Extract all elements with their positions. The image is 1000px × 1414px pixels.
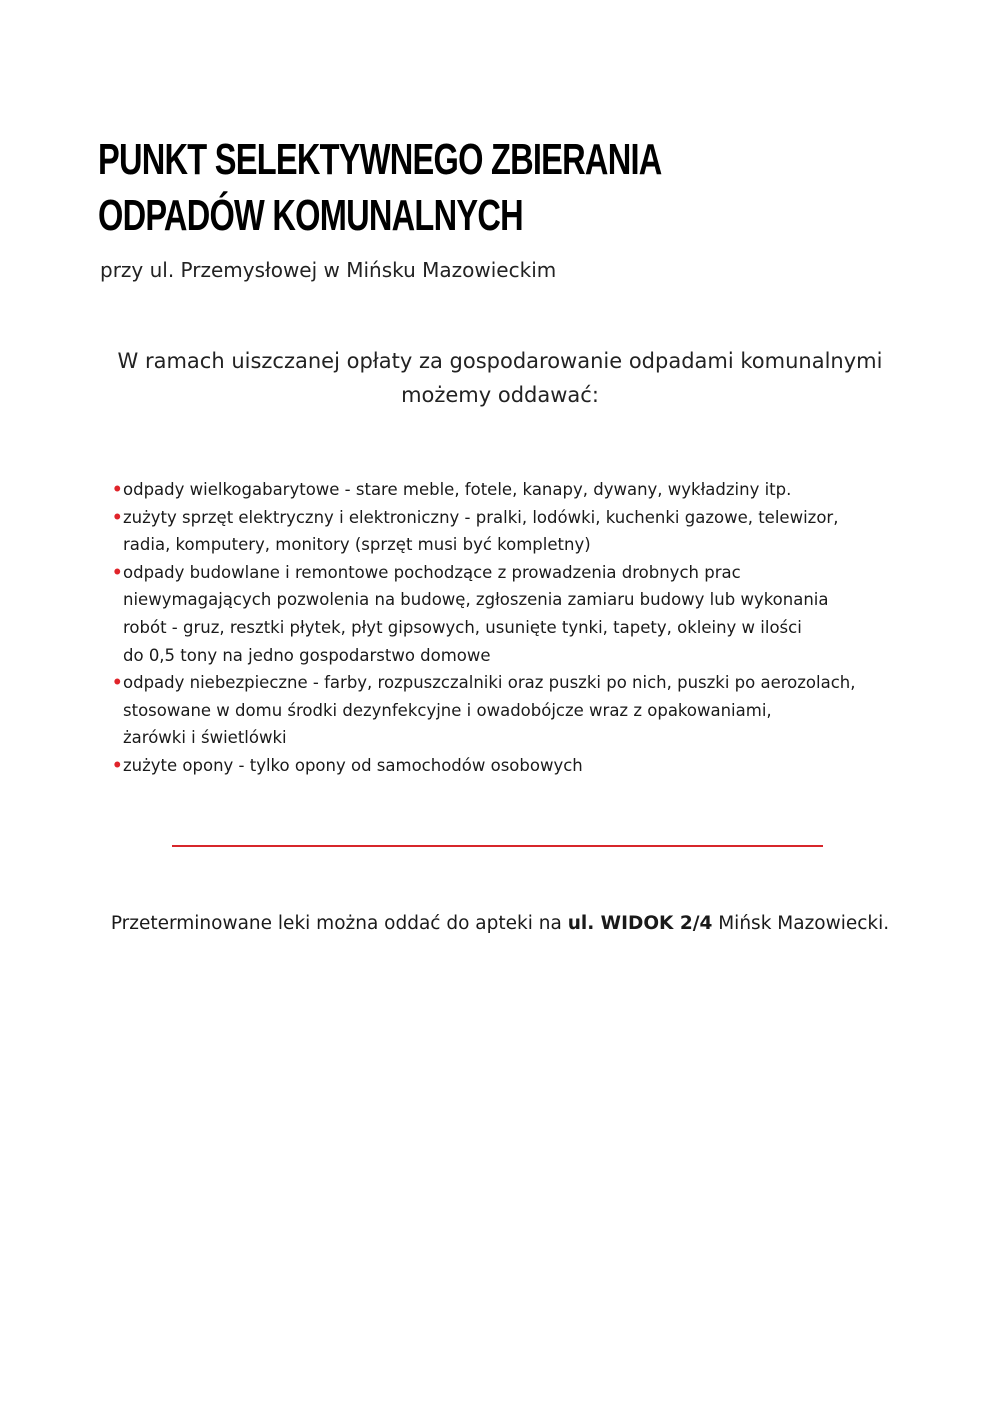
red-bullet-icon: •	[112, 755, 123, 775]
list-item-line: zużyty sprzęt elektryczny i elektroniczny - pralki, lodówki, kuchenki gazowe, telewizor,	[123, 507, 839, 527]
list-item-line: odpady budowlane i remontowe pochodzące z prowadzenia drobnych prac	[123, 562, 741, 582]
list-item-line: zużyte opony - tylko opony od samochodów osobowych	[123, 755, 583, 775]
medicine-note	[0, 910, 1000, 938]
list-item	[112, 559, 912, 669]
list-item-line: robót - gruz, resztki płytek, płyt gipsowych, usunięte tynki, tapety, okleiny w ilości	[123, 617, 802, 637]
red-bullet-icon: •	[112, 562, 123, 582]
list-item-line: stosowane w domu środki dezynfekcyjne i owadobójcze wraz z opakowaniami,	[123, 700, 772, 720]
intro-line-1: W ramach uiszczanej opłaty za gospodarowanie odpadami komunalnymi	[117, 349, 883, 373]
list-item	[112, 752, 912, 780]
list-item-line: odpady niebezpieczne - farby, rozpuszczalniki oraz puszki po nich, puszki po aerozolach,	[123, 673, 856, 693]
document-subtitle: przy ul. Przemysłowej w Mińsku Mazowieckim	[100, 258, 557, 282]
red-bullet-icon: •	[112, 673, 123, 693]
note-text-before: Przeterminowane leki można oddać do apteki na	[110, 913, 568, 934]
pharmacy-address: ul. WIDOK 2/4	[567, 913, 713, 934]
note-text-after: Mińsk Mazowiecki.	[712, 913, 890, 934]
red-bullet-icon: •	[112, 480, 123, 499]
document-title	[98, 132, 734, 244]
list-item-line: niewymagających pozwolenia na budowę, zgłoszenia zamiaru budowy lub wykonania	[123, 590, 829, 610]
accepted-waste-list	[112, 476, 912, 780]
list-item	[112, 476, 912, 504]
title-line-1: PUNKT SELEKTYWNEGO ZBIERANIA	[98, 135, 662, 184]
red-divider-line	[172, 845, 823, 847]
list-item	[112, 504, 912, 559]
list-item	[112, 669, 912, 752]
list-item-line: żarówki i świetlówki	[123, 728, 287, 748]
list-item-line: do 0,5 tony na jedno gospodarstwo domowe	[123, 645, 491, 665]
list-item-line: radia, komputery, monitory (sprzęt musi być kompletny)	[123, 535, 591, 555]
intro-line-2: możemy oddawać:	[401, 383, 599, 407]
intro-text	[60, 344, 940, 412]
red-bullet-icon: •	[112, 507, 123, 527]
title-line-2: ODPADÓW KOMUNALNYCH	[98, 191, 523, 240]
list-item-line: odpady wielkogabarytowe - stare meble, fotele, kanapy, dywany, wykładziny itp.	[123, 480, 792, 499]
